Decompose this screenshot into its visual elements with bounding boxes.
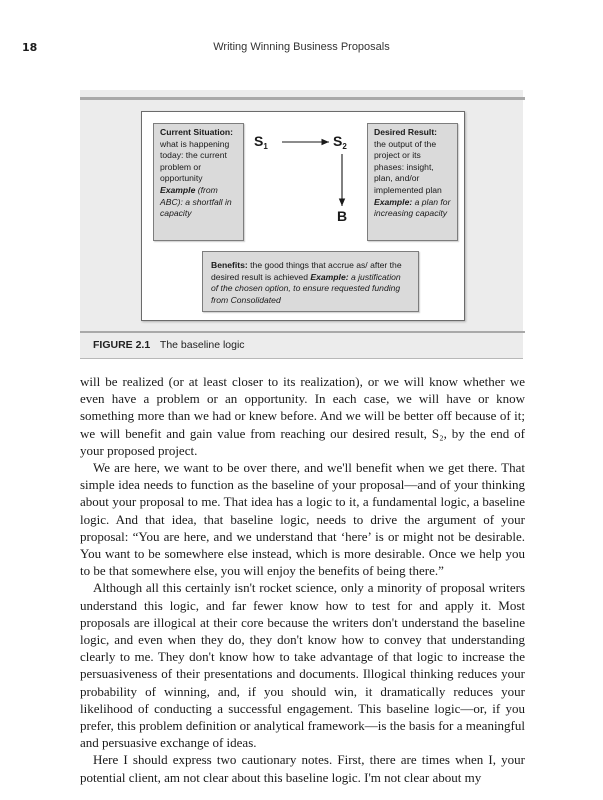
benefits-example-label: Example: <box>310 271 349 282</box>
b-label: B <box>337 208 348 224</box>
current-example-text: (from ABC): a shortfall in capacity <box>160 184 232 219</box>
running-title: Writing Winning Business Proposals <box>213 41 390 53</box>
figure-caption-label: FIGURE 2.1 <box>93 339 151 351</box>
paragraph-4: Here I should express two cautionary notes. First, there are times when I, your potential client, am not clear about this baseline logic. I'm not clear about my <box>80 752 525 785</box>
desired-result-box <box>367 123 458 241</box>
current-example-label: Example <box>160 184 196 195</box>
desired-example-label: Example: <box>374 196 413 207</box>
paragraph-3: Although all this certainly isn't rocket science, only a minority of proposal writers understand this logic, and far fewer know how to test for and apply it. Most proposals are illogical at their core because the writers don't understand the baseline logic, and even when they do, they don't know how to convey that understanding clearly to me. They don't know how to take advantage of that logic to increase the persuasiveness of their presentations and documents. Illogical thinking reduces your probability of winning, and, if you should win, it dramatically reduces your likelihood of conducting a successful engagement. This baseline logic—or, if you prefer, this problem definition or analytical framework—is the basis for a meaningful and persuasive exchange of ideas. <box>80 580 525 751</box>
current-situation-box <box>153 123 244 241</box>
s1-label: $S_1$ <box>254 133 268 151</box>
current-situation-title: Current Situation: <box>160 127 234 137</box>
benefits-box <box>202 251 419 312</box>
desired-result-title: Desired Result: <box>374 127 438 137</box>
page-number: 18 <box>22 41 38 54</box>
benefits-text: the good things that accrue as/ after the desired result is achieved <box>211 260 402 282</box>
figure-bottom-rule <box>80 331 525 333</box>
desired-example-text: a plan for increasing capacity <box>374 196 451 219</box>
figure-caption <box>93 339 245 351</box>
figure-top-rule <box>80 97 525 100</box>
figure-caption-text: The baseline logic <box>159 339 245 351</box>
s2-label: $S_2$ <box>333 133 347 151</box>
desired-result-text: the output of the project or its phases: insight, plan, and/or implemented plan <box>374 138 442 195</box>
paragraph-1: will be realized (or at least closer to its realization), or we will know whether we even have a problem or an opportunity. In each case, we will have or know something more than we had or knew before. And we will be better off because of it; we will benefit and gain value from reaching our desired result, S₂, by the end of your proposed project. <box>80 374 525 458</box>
benefits-example-text: a justification of the chosen option, to ensure requested funding from Consolidated <box>211 271 401 305</box>
current-situation-text: what is happening today: the current problem or opportunity <box>160 138 230 184</box>
benefits-title: Benefits: <box>211 260 248 270</box>
paragraph-2: We are here, we want to be over there, and we'll benefit when we get there. That simple idea needs to function as the baseline of your proposal—and of your thinking about your proposal to me. That idea has a logic to it, a fundamental logic, a baseline logic. And that idea, that baseline logic, needs to drive the argument of your proposal: “You are here, and we understand that ‘here’ is or might not be desirable. You want to be somewhere else instead, which is more desirable. Once we help you to be that somewhere else, you will enjoy the benefits of being there.” <box>80 460 525 579</box>
body-text <box>80 373 525 786</box>
baseline-logic-diagram <box>141 111 465 321</box>
